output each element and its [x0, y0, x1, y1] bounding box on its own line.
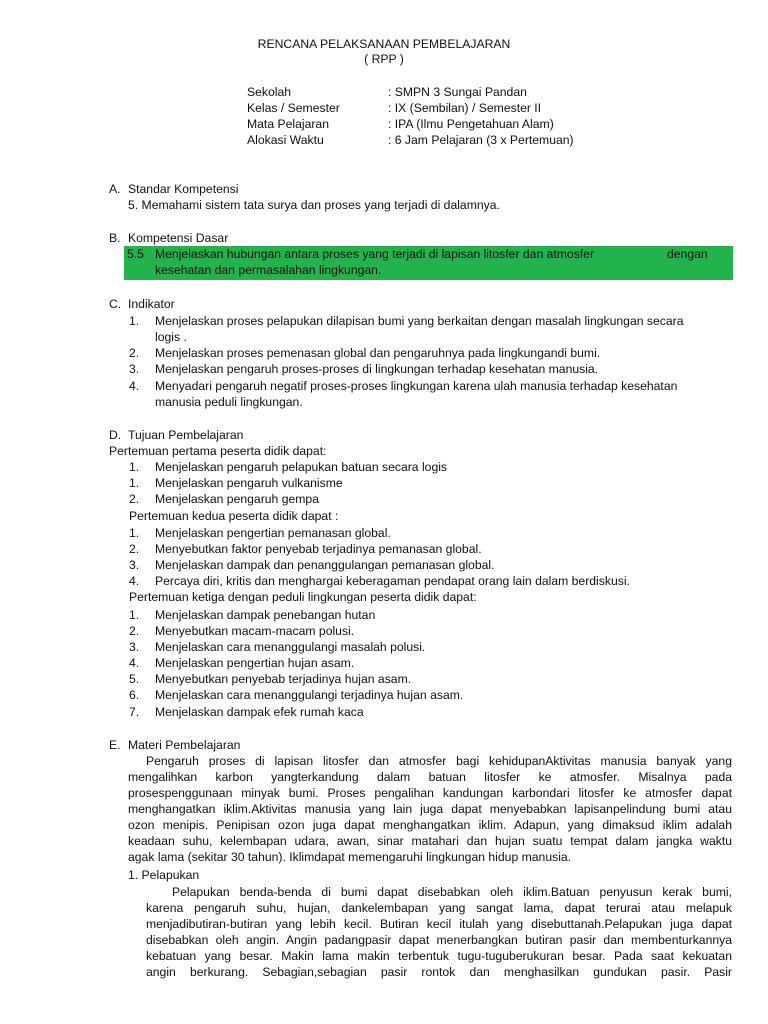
objective-text: Menjelaskan dampak efek rumah kaca [155, 705, 364, 719]
section-title: Kompetensi Dasar [128, 231, 229, 245]
paragraph-line: menghangatkan iklim.Aktivitas manusia yang lain juga dapat menyebabkan lapisanpelindung bumi atau [128, 802, 732, 816]
objective-number: 2. [129, 492, 140, 506]
meeting-2-heading: Pertemuan kedua peserta didik dapat : [129, 509, 339, 523]
section-c-heading [109, 296, 175, 312]
section-letter: C. [109, 297, 122, 311]
meta-value: : IPA (Ilmu Pengetahuan Alam) [388, 117, 554, 131]
objective-text: Menjelaskan dampak dan penanggulangan pemanasan global. [155, 558, 495, 572]
competency-text-line2: kesehatan dan permasalahan lingkungan. [155, 263, 382, 277]
indicator-text-cont: manusia peduli lingkungan. [155, 395, 303, 409]
paragraph-line: disebabkan oleh angin. Angin padangpasir dapat menerbangkan butiran pasir dan membenturkannya [146, 933, 732, 947]
objective-number: 3. [129, 558, 140, 572]
objective-text: Menjelaskan cara menanggulangi masalah polusi. [155, 640, 426, 654]
paragraph-line: keadaan suhu, kelembapan udara, awan, sinar matahari dan hujan suatu tempat dalam jangka waktu [128, 834, 732, 848]
indicator-number: 2. [129, 346, 140, 360]
paragraph-line: Pelapukan benda-benda di bumi dapat disebabkan oleh iklim.Batuan penyusun kerak bumi, [172, 885, 732, 899]
section-a-heading [109, 181, 238, 197]
objective-text: Menjelaskan cara menanggulangi terjadinya hujan asam. [155, 688, 464, 702]
objective-text: Menyebutkan macam-macam polusi. [155, 624, 355, 638]
objective-text: Menyebutkan faktor penyebab terjadinya pemanasan global. [155, 542, 482, 556]
section-letter: A. [109, 182, 121, 196]
objective-number: 7. [129, 705, 140, 719]
meta-label: Alokasi Waktu [247, 133, 324, 147]
indicator-number: 1. [129, 314, 140, 328]
objective-number: 2. [129, 624, 140, 638]
paragraph-line: mengalihkan karbon yangterkandung dalam batuan litosfer ke atmosfer. Misalnya pada [128, 770, 732, 784]
section-letter: B. [109, 231, 121, 245]
meta-label: Kelas / Semester [247, 101, 340, 115]
meta-value: : 6 Jam Pelajaran (3 x Pertemuan) [388, 133, 574, 147]
indicator-text: Menjelaskan proses pelapukan dilapisan bumi yang berkaitan dengan masalah lingkungan secara [155, 314, 684, 328]
pelapukan-paragraph [146, 884, 732, 980]
materi-paragraph [128, 753, 732, 865]
objective-number: 3. [129, 640, 140, 654]
subsection-title: 1. Pelapukan [128, 868, 200, 882]
section-d-heading [109, 427, 243, 443]
objective-text: Menjelaskan dampak penebangan hutan [155, 608, 376, 622]
section-letter: E. [109, 738, 121, 752]
objective-text: Menjelaskan pengaruh pelapukan batuan secara logis [155, 460, 448, 474]
standard-item: 5. Memahami sistem tata surya dan proses yang terjadi di dalamnya. [128, 198, 500, 212]
competency-text-line1-end: dengan [667, 247, 708, 261]
objective-text: Menjelaskan pengaruh gempa [155, 492, 319, 506]
section-letter: D. [109, 428, 122, 442]
objective-number: 5. [129, 672, 140, 686]
objective-number: 4. [129, 574, 140, 588]
objective-number: 6. [129, 688, 140, 702]
section-title: Tujuan Pembelajaran [128, 428, 244, 442]
meta-value: : SMPN 3 Sungai Pandan [388, 85, 527, 99]
paragraph-line: agak lama (sekitar 30 tahun). Iklimdapat memengaruhi lingkungan hidup manusia. [128, 850, 572, 864]
competency-number: 5.5 [127, 247, 144, 261]
competency-text-line1: Menjelaskan hubungan antara proses yang terjadi di lapisan litosfer dan atmosfer [155, 247, 595, 261]
objective-number: 1. [129, 608, 140, 622]
indicator-text-cont: logis . [155, 330, 187, 344]
indicator-number: 3. [129, 362, 140, 376]
section-title: Materi Pembelajaran [128, 738, 241, 752]
objective-number: 2. [129, 542, 140, 556]
paragraph-line: Pengaruh proses di lapisan litosfer dan atmosfer bagi kehidupanAktivitas manusia banyak yang [146, 754, 732, 768]
section-b-heading [109, 230, 228, 246]
paragraph-line: prosespenggunaan minyak bumi. Proses pengalihan kandungan karbondari litosfer ke atmosfer dapat [128, 786, 732, 800]
meta-label: Mata Pelajaran [247, 117, 329, 131]
meeting-1-heading: Pertemuan pertama peserta didik dapat: [109, 444, 327, 458]
section-e-heading [109, 737, 240, 753]
indicator-text: Menjelaskan proses pemenasan global dan pengaruhnya pada lingkungandi bumi. [155, 346, 601, 360]
objective-text: Menjelaskan pengaruh vulkanisme [155, 476, 343, 490]
paragraph-line: angin berkurang. Sebagian,sebagian pasir rontok dan menghasilkan gundukan pasir. Pasir [146, 965, 732, 979]
meta-row-school [247, 84, 527, 100]
meta-row-class [247, 100, 541, 116]
objective-text: Percaya diri, kritis dan menghargai keberagaman pendapat orang lain dalam berdiskusi. [155, 574, 630, 588]
section-title: Indikator [128, 297, 175, 311]
indicator-text: Menjelaskan pengaruh proses-proses di lingkungan terhadap kesehatan manusia. [155, 362, 599, 376]
paragraph-line: karena pengaruh suhu, hujan, dankelembapan yang sangat lama, dapat terurai atau melapuk [146, 901, 732, 915]
indicator-text: Menyadari pengaruh negatif proses-proses lingkungan karena ulah manusia terhadap kesehatan [155, 379, 678, 393]
objective-text: Menyebutkan penyebab terjadinya hujan asam. [155, 672, 412, 686]
meeting-3-heading: Pertemuan ketiga dengan peduli lingkungan peserta didik dapat: [129, 590, 477, 604]
section-title: Standar Kompetensi [128, 182, 239, 196]
meta-value: : IX (Sembilan) / Semester II [388, 101, 542, 115]
objective-text: Menjelaskan pengertian hujan asam. [155, 656, 355, 670]
objective-text: Menjelaskan pengertian pemanasan global. [155, 526, 391, 540]
objective-number: 1. [129, 526, 140, 540]
doc-subtitle: ( RPP ) [364, 52, 404, 66]
meta-label: Sekolah [247, 85, 292, 99]
meta-row-time [247, 132, 574, 148]
objective-number: 1. [129, 460, 140, 474]
paragraph-line: menjadibutiran-butiran yang lebih kecil. Butiran kecil itulah yang disebuttanah.Pelapukan juga dapat [146, 917, 732, 931]
indicator-number: 4. [129, 379, 140, 393]
paragraph-line: ozon menipis. Penipisan ozon juga dapat menghangatkan iklim. Adapun, yang dimaksud iklim adalah [128, 818, 732, 832]
paragraph-line: kebatuan yang besar. Makin lama makin terbentuk tugu-tuguberukuran besar. Pada saat kekuatan [146, 949, 732, 963]
objective-number: 4. [129, 656, 140, 670]
objective-number: 1. [129, 476, 140, 490]
doc-title: RENCANA PELAKSANAAN PEMBELAJARAN [257, 37, 511, 51]
meta-row-subject [247, 116, 554, 132]
